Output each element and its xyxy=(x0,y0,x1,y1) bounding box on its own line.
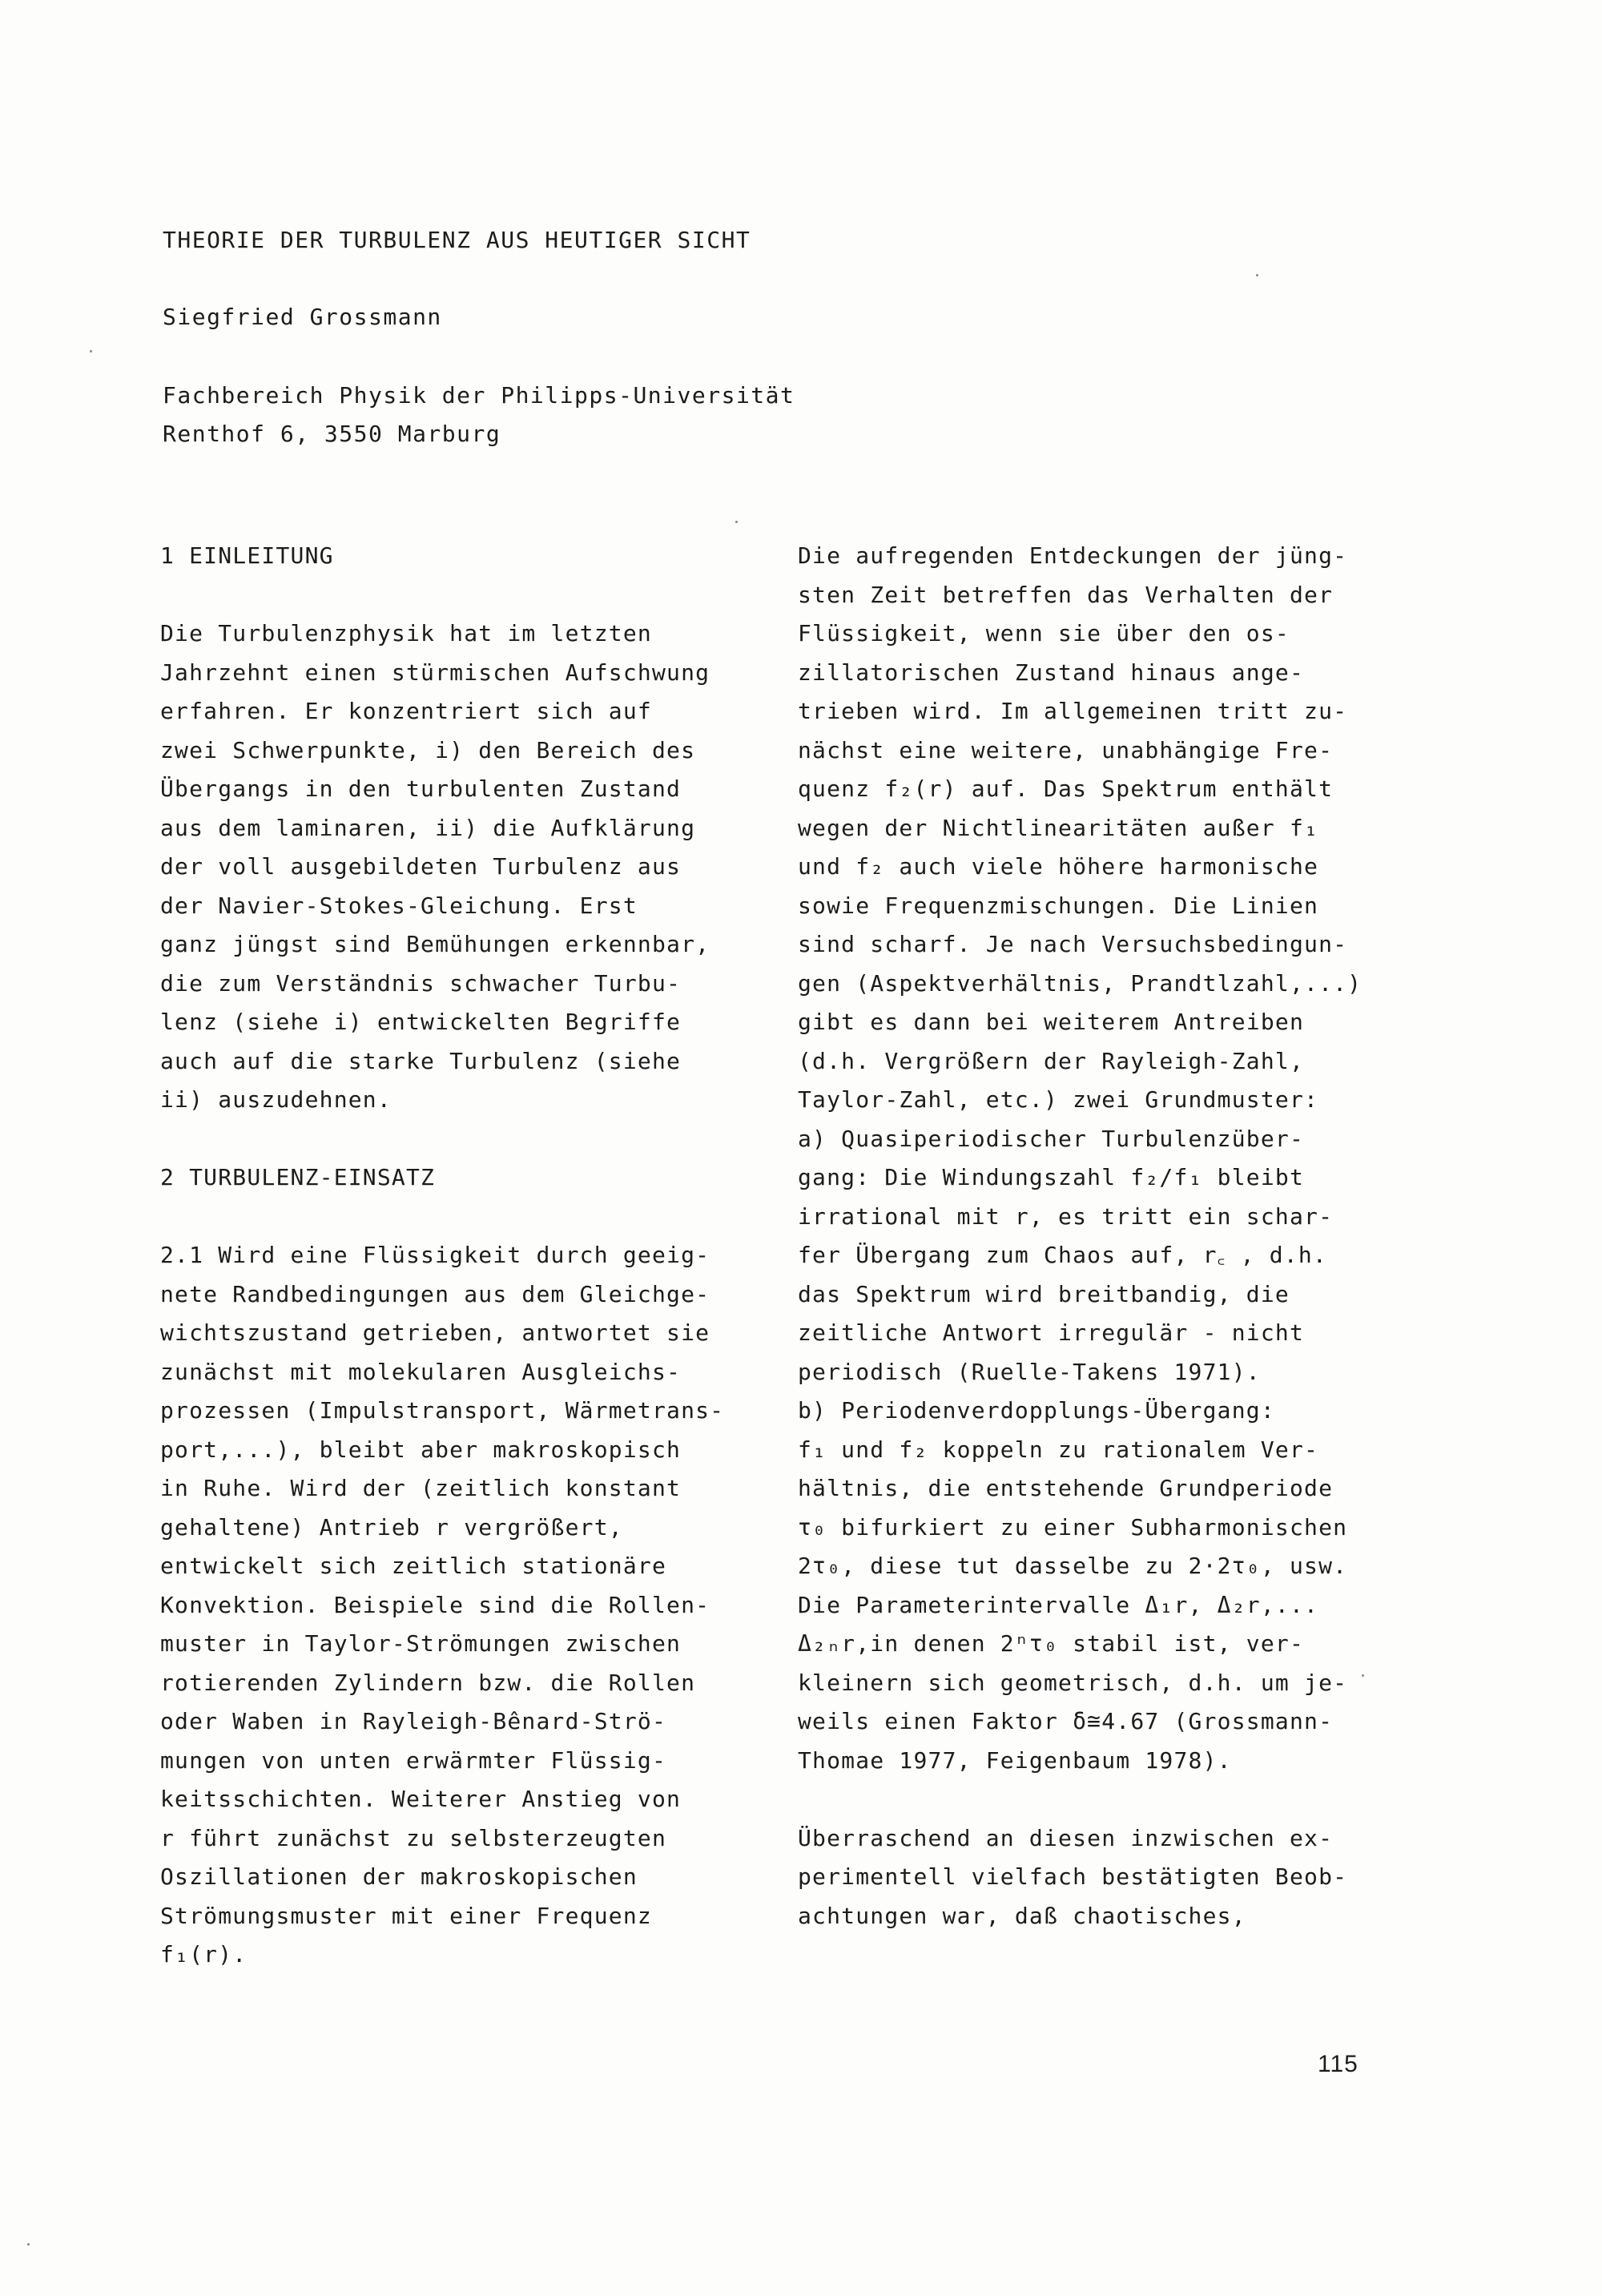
text-line: 2τ₀, diese tut dasselbe zu 2·2τ₀, usw. xyxy=(798,1553,1348,1579)
scan-speck xyxy=(90,350,92,352)
text-line: trieben wird. Im allgemeinen tritt zu- xyxy=(798,698,1348,724)
text-line: τ₀ bifurkiert zu einer Subharmonischen xyxy=(798,1513,1348,1541)
text-line: auch auf die starke Turbulenz (siehe xyxy=(160,1047,682,1074)
text-line: Die Parameterintervalle Δ₁r, Δ₂r,... xyxy=(798,1591,1319,1618)
paragraph-gap xyxy=(160,576,769,615)
text-line: Δ₂ₙr,in denen 2ⁿτ₀ stabil ist, ver- xyxy=(798,1630,1305,1657)
text-line: gen (Aspektverhältnis, Prandtlzahl,...) xyxy=(798,969,1363,997)
text-line: rotierenden Zylindern bzw. die Rollen xyxy=(160,1669,696,1696)
author-name: Siegfried Grossmann xyxy=(163,304,442,330)
text-line: erfahren. Er konzentriert sich auf xyxy=(160,698,652,724)
paragraph-gap xyxy=(160,1198,769,1237)
text-line: sten Zeit betreffen das Verhalten der xyxy=(798,581,1334,608)
text-line: das Spektrum wird breitbandig, die xyxy=(798,1280,1290,1307)
text-line: hältnis, die entstehende Grundperiode xyxy=(798,1475,1334,1501)
text-line: nete Randbedingungen aus dem Gleichge- xyxy=(160,1280,710,1307)
text-line: b) Periodenverdopplungs-Übergang: xyxy=(798,1397,1275,1424)
text-line: sowie Frequenzmischungen. Die Linien xyxy=(798,892,1319,919)
text-line: periodisch (Ruelle-Takens 1971). xyxy=(798,1358,1261,1385)
text-line: nächst eine weitere, unabhängige Fre- xyxy=(798,736,1334,763)
text-line: in Ruhe. Wird der (zeitlich konstant xyxy=(160,1475,682,1501)
text-line: gibt es dann bei weiterem Antreiben xyxy=(798,1009,1305,1035)
text-line: gang: Die Windungszahl f₂/f₁ bleibt xyxy=(798,1164,1305,1190)
text-line: mungen von unten erwärmter Flüssig- xyxy=(160,1746,667,1774)
text-line: zunächst mit molekularen Ausgleichs- xyxy=(160,1358,682,1385)
text-line: Übergangs in den turbulenten Zustand xyxy=(160,775,682,802)
text-line: Oszillationen der makroskopischen xyxy=(160,1863,638,1890)
text-line: irrational mit r, es tritt ein schar- xyxy=(798,1202,1334,1230)
text-line: die zum Verständnis schwacher Turbu- xyxy=(160,969,682,997)
paper-title: THEORIE DER TURBULENZ AUS HEUTIGER SICHT xyxy=(163,227,751,253)
text-line: ii) auszudehnen. xyxy=(160,1086,392,1113)
text-line: Strömungsmuster mit einer Frequenz xyxy=(160,1902,652,1929)
section-heading: 1 EINLEITUNG xyxy=(160,542,334,569)
text-line: zwei Schwerpunkte, i) den Bereich des xyxy=(160,736,696,763)
text-line: der Navier-Stokes-Gleichung. Erst xyxy=(160,892,638,919)
text-line: und f₂ auch viele höhere harmonische xyxy=(798,853,1319,880)
section-heading: 2 TURBULENZ-EINSATZ xyxy=(160,1164,436,1190)
text-line: der voll ausgebildeten Turbulenz aus xyxy=(160,853,682,880)
right-column xyxy=(798,537,1423,1935)
paragraph-gap xyxy=(160,1120,769,1159)
text-line: a) Quasiperiodischer Turbulenzüber- xyxy=(798,1125,1305,1152)
text-line: Taylor-Zahl, etc.) zwei Grundmuster: xyxy=(798,1086,1319,1113)
text-line: Konvektion. Beispiele sind die Rollen- xyxy=(160,1591,710,1618)
text-line: oder Waben in Rayleigh-Bênard-Strö- xyxy=(160,1708,667,1734)
text-line: r führt zunächst zu selbsterzeugten xyxy=(160,1824,667,1851)
text-line: port,...), bleibt aber makroskopisch xyxy=(160,1436,682,1463)
text-line: lenz (siehe i) entwickelten Begriffe xyxy=(160,1009,682,1035)
text-line: Die Turbulenzphysik hat im letzten xyxy=(160,620,652,647)
scan-speck xyxy=(1362,1674,1364,1677)
page-number: 115 xyxy=(1318,2051,1358,2077)
text-line: gehaltene) Antrieb r vergrößert, xyxy=(160,1513,623,1541)
text-line: keitsschichten. Weiterer Anstieg von xyxy=(160,1786,682,1812)
text-line: aus dem laminaren, ii) die Aufklärung xyxy=(160,814,696,841)
text-line: perimentell vielfach bestätigten Beob- xyxy=(798,1863,1348,1890)
text-line: Flüssigkeit, wenn sie über den os- xyxy=(798,620,1290,647)
text-line: weils einen Faktor δ≅4.67 (Grossmann- xyxy=(798,1708,1334,1734)
text-line: fer Übergang zum Chaos auf, r꜀ , d.h. xyxy=(798,1242,1327,1268)
affiliation-line-2: Renthof 6, 3550 Marburg xyxy=(163,421,501,447)
paragraph-gap xyxy=(798,1780,1423,1819)
text-line: muster in Taylor-Strömungen zwischen xyxy=(160,1630,682,1657)
text-line: ganz jüngst sind Bemühungen erkennbar, xyxy=(160,931,710,957)
text-line: quenz f₂(r) auf. Das Spektrum enthält xyxy=(798,775,1334,802)
text-line: wegen der Nichtlinearitäten außer f₁ xyxy=(798,814,1319,841)
text-line: Überraschend an diesen inzwischen ex- xyxy=(798,1824,1334,1851)
text-line: Thomae 1977, Feigenbaum 1978). xyxy=(798,1746,1232,1774)
affiliation-line-1: Fachbereich Physik der Philipps-Universität xyxy=(163,382,795,409)
text-line: prozessen (Impulstransport, Wärmetrans- xyxy=(160,1397,725,1424)
text-line: wichtszustand getrieben, antwortet sie xyxy=(160,1319,710,1346)
left-column xyxy=(160,537,769,1975)
text-line: f₁(r). xyxy=(160,1941,248,1968)
text-line: zeitliche Antwort irregulär - nicht xyxy=(798,1319,1305,1346)
text-line: achtungen war, daß chaotisches, xyxy=(798,1902,1246,1929)
text-line: zillatorischen Zustand hinaus ange- xyxy=(798,659,1305,686)
text-line: Jahrzehnt einen stürmischen Aufschwung xyxy=(160,659,710,686)
scan-speck xyxy=(735,521,738,523)
text-line: (d.h. Vergrößern der Rayleigh-Zahl, xyxy=(798,1047,1305,1074)
scan-speck xyxy=(1256,274,1258,276)
text-line: sind scharf. Je nach Versuchsbedingun- xyxy=(798,931,1348,957)
text-line: Die aufregenden Entdeckungen der jüng- xyxy=(798,542,1348,569)
text-line: entwickelt sich zeitlich stationäre xyxy=(160,1553,667,1579)
scan-speck xyxy=(27,2243,30,2246)
text-line: f₁ und f₂ koppeln zu rationalem Ver- xyxy=(798,1436,1319,1463)
text-line: kleinern sich geometrisch, d.h. um je- xyxy=(798,1669,1348,1696)
text-line: 2.1 Wird eine Flüssigkeit durch geeig- xyxy=(160,1242,710,1268)
